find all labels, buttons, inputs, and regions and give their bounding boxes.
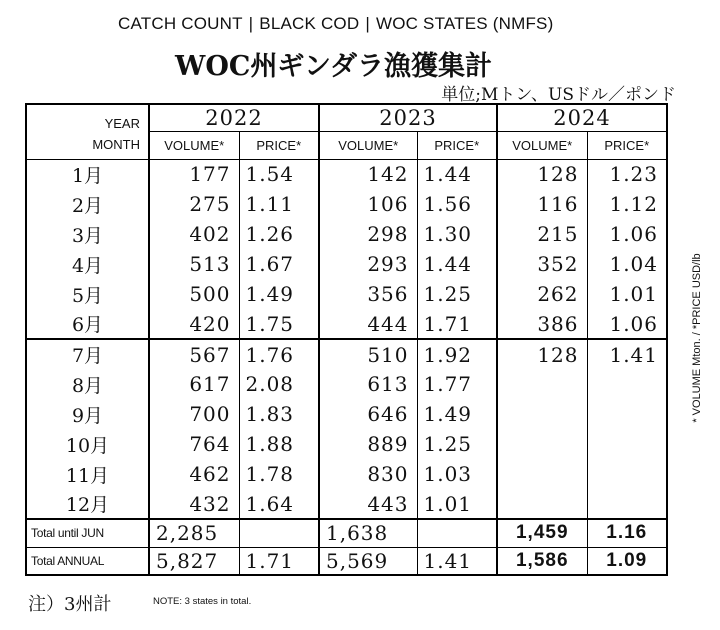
table-row [26, 279, 667, 309]
total-price-cell: 1.16 [587, 519, 667, 547]
volume-header: VOLUME* [497, 131, 587, 159]
volume-cell: 128 [497, 339, 587, 369]
catch-table [25, 103, 668, 576]
volume-cell: 106 [319, 189, 417, 219]
total-price-cell: 1.09 [587, 547, 667, 575]
volume-cell: 386 [497, 309, 587, 339]
price-cell [587, 429, 667, 459]
month-cell: 10月 [26, 429, 149, 459]
volume-cell: 116 [497, 189, 587, 219]
price-cell: 1.06 [587, 219, 667, 249]
year-2024: 2024 [497, 104, 667, 131]
price-cell: 1.56 [417, 189, 497, 219]
volume-cell: 889 [319, 429, 417, 459]
month-cell: 4月 [26, 249, 149, 279]
price-cell: 1.25 [417, 429, 497, 459]
volume-cell: 513 [149, 249, 239, 279]
table-row [26, 489, 667, 519]
volume-cell: 443 [319, 489, 417, 519]
month-cell: 12月 [26, 489, 149, 519]
price-header: PRICE* [239, 131, 319, 159]
volume-cell: 462 [149, 459, 239, 489]
total-price-cell: 1.71 [239, 547, 319, 575]
price-cell: 1.77 [417, 369, 497, 399]
price-cell [587, 459, 667, 489]
month-cell: 1月 [26, 159, 149, 189]
price-cell: 1.11 [239, 189, 319, 219]
volume-header: VOLUME* [319, 131, 417, 159]
volume-header: VOLUME* [149, 131, 239, 159]
volume-cell: 275 [149, 189, 239, 219]
header-region: WOC STATES (NMFS) [375, 14, 554, 33]
table-row [26, 189, 667, 219]
volume-cell: 764 [149, 429, 239, 459]
price-cell: 1.41 [587, 339, 667, 369]
price-cell: 1.23 [587, 159, 667, 189]
price-cell [587, 369, 667, 399]
table-row [26, 399, 667, 429]
unit-note: 単位;Mトン、USドル／ポンド [441, 85, 676, 105]
total-price-cell: 1.41 [417, 547, 497, 575]
table-row [26, 369, 667, 399]
price-cell [587, 399, 667, 429]
volume-cell: 352 [497, 249, 587, 279]
volume-cell: 128 [497, 159, 587, 189]
volume-cell: 617 [149, 369, 239, 399]
second-half-rows [26, 339, 667, 519]
year-2023: 2023 [319, 104, 497, 131]
price-cell: 1.67 [239, 249, 319, 279]
page-title: WOC州ギンダラ漁獲集計 [175, 51, 492, 82]
table-row [26, 249, 667, 279]
volume-cell: 500 [149, 279, 239, 309]
footer-note-en: NOTE: 3 states in total. [153, 596, 252, 607]
header-species: BLACK COD [259, 14, 360, 33]
table-row [26, 459, 667, 489]
price-cell: 2.08 [239, 369, 319, 399]
year-2022: 2022 [149, 104, 319, 131]
total-volume-cell: 2,285 [149, 519, 239, 547]
price-cell: 1.88 [239, 429, 319, 459]
volume-cell: 567 [149, 339, 239, 369]
side-unit-note: * VOLUME Mton. / *PRICE USD/lb [691, 253, 703, 423]
month-label: MONTH [26, 131, 149, 159]
header-catch-count: CATCH COUNT [118, 14, 243, 33]
volume-cell: 293 [319, 249, 417, 279]
price-cell: 1.26 [239, 219, 319, 249]
month-cell: 9月 [26, 399, 149, 429]
price-cell: 1.25 [417, 279, 497, 309]
volume-cell: 177 [149, 159, 239, 189]
volume-cell: 298 [319, 219, 417, 249]
table-row [26, 309, 667, 339]
price-cell: 1.06 [587, 309, 667, 339]
header-separator: | [365, 14, 370, 33]
price-cell: 1.49 [239, 279, 319, 309]
month-cell: 3月 [26, 219, 149, 249]
volume-cell [497, 429, 587, 459]
volume-cell [497, 369, 587, 399]
volume-cell: 402 [149, 219, 239, 249]
price-cell: 1.92 [417, 339, 497, 369]
volume-cell: 646 [319, 399, 417, 429]
month-cell: 8月 [26, 369, 149, 399]
month-cell: 5月 [26, 279, 149, 309]
month-cell: 11月 [26, 459, 149, 489]
price-cell: 1.75 [239, 309, 319, 339]
price-cell: 1.03 [417, 459, 497, 489]
month-cell: 7月 [26, 339, 149, 369]
total-row [26, 547, 667, 575]
month-cell: 6月 [26, 309, 149, 339]
price-cell: 1.04 [587, 249, 667, 279]
volume-cell: 262 [497, 279, 587, 309]
volume-cell [497, 459, 587, 489]
total-volume-cell: 5,569 [319, 547, 417, 575]
header-separator: | [248, 14, 254, 33]
total-volume-cell: 1,586 [497, 547, 587, 575]
total-volume-cell: 1,459 [497, 519, 587, 547]
volume-cell: 215 [497, 219, 587, 249]
price-cell: 1.76 [239, 339, 319, 369]
price-cell: 1.44 [417, 159, 497, 189]
header-line [118, 14, 553, 34]
price-cell: 1.71 [417, 309, 497, 339]
volume-cell: 510 [319, 339, 417, 369]
volume-cell: 142 [319, 159, 417, 189]
price-cell: 1.49 [417, 399, 497, 429]
total-price-cell [239, 519, 319, 547]
total-rows [26, 519, 667, 575]
price-cell: 1.54 [239, 159, 319, 189]
price-cell: 1.83 [239, 399, 319, 429]
volume-cell: 444 [319, 309, 417, 339]
table-row [26, 339, 667, 369]
month-cell: 2月 [26, 189, 149, 219]
price-cell: 1.64 [239, 489, 319, 519]
year-label: YEAR [26, 104, 149, 131]
volume-cell [497, 399, 587, 429]
volume-cell [497, 489, 587, 519]
table-row [26, 219, 667, 249]
price-header: PRICE* [587, 131, 667, 159]
table-row [26, 159, 667, 189]
price-cell: 1.44 [417, 249, 497, 279]
total-row [26, 519, 667, 547]
volume-cell: 356 [319, 279, 417, 309]
volume-cell: 830 [319, 459, 417, 489]
total-price-cell [417, 519, 497, 547]
price-cell: 1.78 [239, 459, 319, 489]
total-volume-cell: 5,827 [149, 547, 239, 575]
table-row [26, 429, 667, 459]
price-cell [587, 489, 667, 519]
price-cell: 1.12 [587, 189, 667, 219]
volume-cell: 432 [149, 489, 239, 519]
price-cell: 1.30 [417, 219, 497, 249]
volume-cell: 613 [319, 369, 417, 399]
total-label: Total until JUN [26, 519, 149, 547]
footer-note-jp: 注）3州計 [28, 594, 112, 615]
first-half-rows [26, 159, 667, 339]
price-cell: 1.01 [417, 489, 497, 519]
volume-cell: 700 [149, 399, 239, 429]
price-header: PRICE* [417, 131, 497, 159]
total-volume-cell: 1,638 [319, 519, 417, 547]
price-cell: 1.01 [587, 279, 667, 309]
volume-cell: 420 [149, 309, 239, 339]
total-label: Total ANNUAL [26, 547, 149, 575]
